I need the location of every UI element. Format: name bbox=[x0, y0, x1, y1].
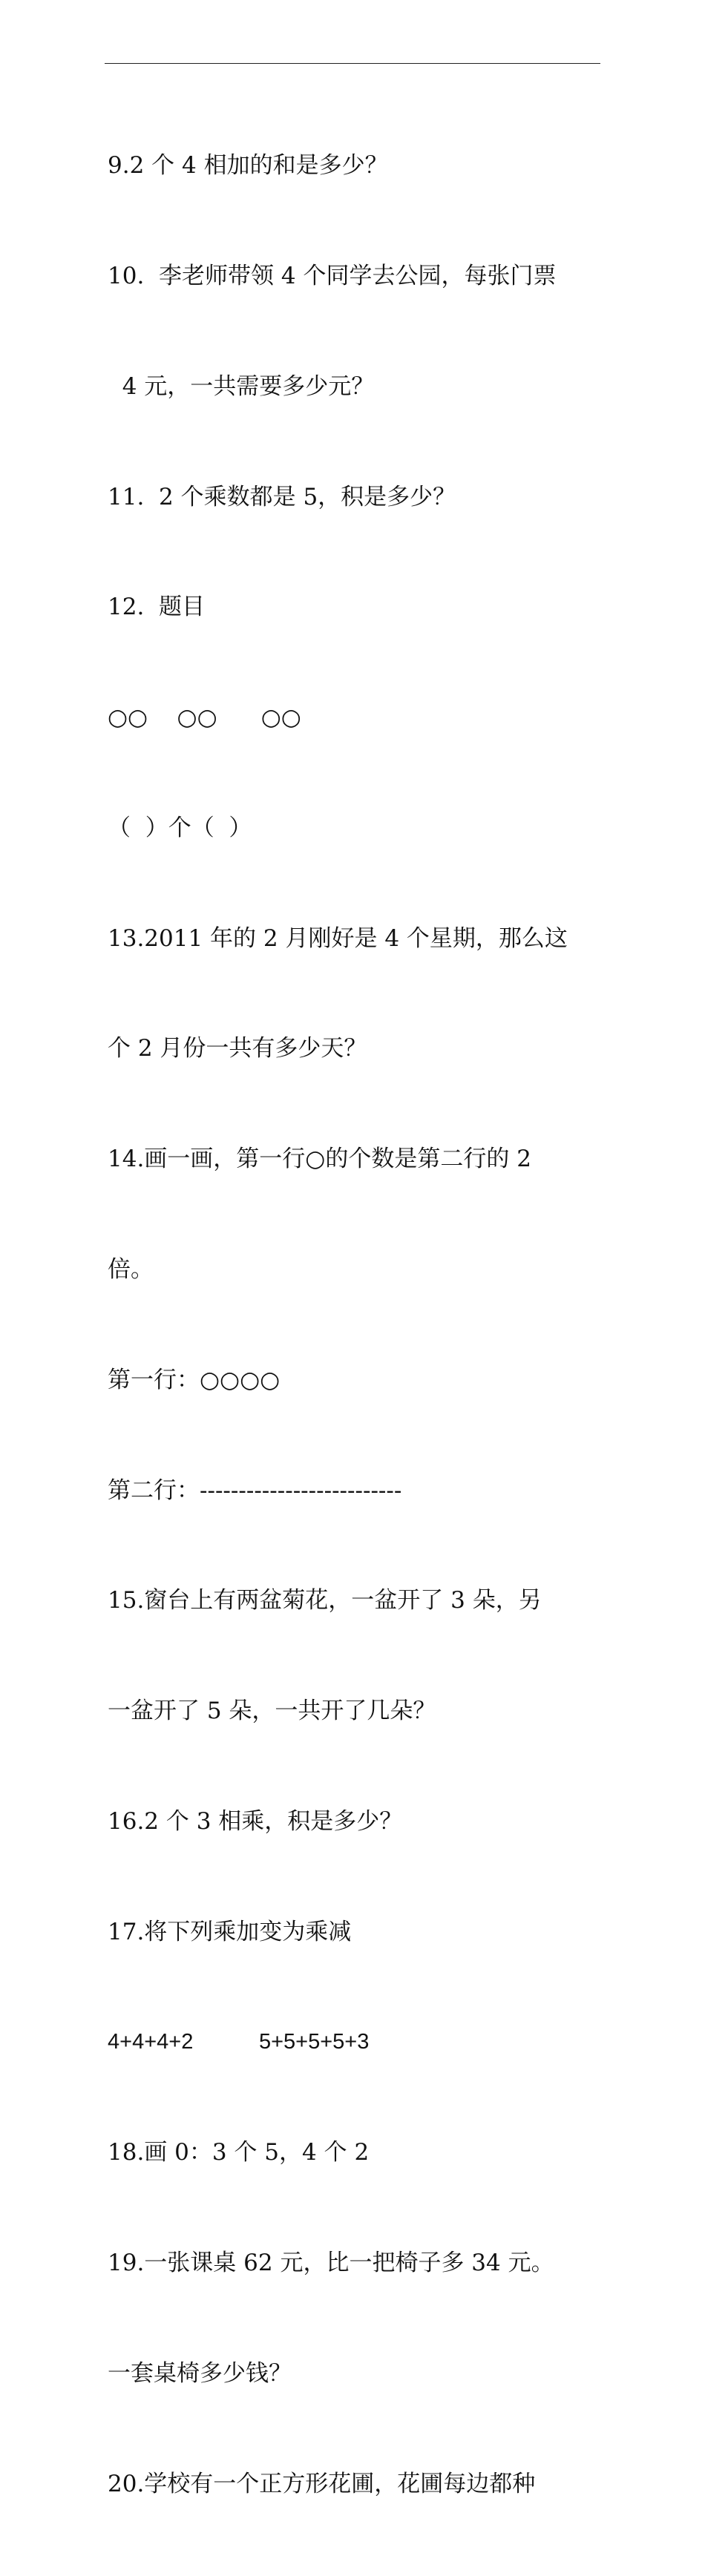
question-17: 17.将下列乘加变为乘减 bbox=[108, 1918, 352, 1945]
question-19-line-1: 19.一张课桌 62 元，比一把椅子多 34 元。 bbox=[108, 2250, 554, 2277]
question-14-row-2: 第二行：-------------------------- bbox=[108, 1476, 402, 1504]
question-11: 11. 2 个乘数都是 5，积是多少？ bbox=[108, 483, 456, 510]
question-12-circles: ○○ ○○ ○○ bbox=[108, 704, 301, 732]
header-rule bbox=[105, 63, 600, 64]
question-13-line-1: 13.2011 年的 2 月刚好是 4 个星期，那么这 bbox=[108, 924, 568, 952]
question-19-line-2: 一套桌椅多少钱？ bbox=[108, 2359, 292, 2387]
question-15-line-1: 15.窗台上有两盆菊花，一盆开了 3 朵，另 bbox=[108, 1587, 542, 1614]
question-16: 16.2 个 3 相乘，积是多少？ bbox=[108, 1807, 403, 1835]
question-14-row-1: 第一行：○○○○ bbox=[108, 1366, 281, 1393]
question-20-line-1: 20.学校有一个正方形花圃，花圃每边都种 bbox=[108, 2470, 536, 2497]
question-14-line-2: 倍。 bbox=[108, 1256, 154, 1283]
question-9: 9.2 个 4 相加的和是多少？ bbox=[108, 152, 388, 180]
question-13-line-2: 个 2 月份一共有多少天？ bbox=[108, 1035, 367, 1062]
question-10-line-1: 10. 李老师带领 4 个同学去公园，每张门票 bbox=[108, 262, 557, 289]
question-list bbox=[108, 74, 603, 2576]
question-17-expressions: 4+4+4+2 5+5+5+5+3 bbox=[108, 2030, 370, 2054]
question-15-line-2: 一盆开了 5 朵，一共开了几朵？ bbox=[108, 1698, 436, 1725]
question-12-blanks: （ ）个（ ） bbox=[108, 814, 252, 841]
question-10-line-2: 4 元，一共需要多少元？ bbox=[108, 372, 375, 400]
question-14-line-1: 14.画一画，第一行○的个数是第二行的 2 bbox=[108, 1146, 531, 1173]
question-18: 18.画 0：3 个 5，4 个 2 bbox=[108, 2139, 370, 2166]
question-12: 12. 题目 bbox=[108, 594, 206, 621]
